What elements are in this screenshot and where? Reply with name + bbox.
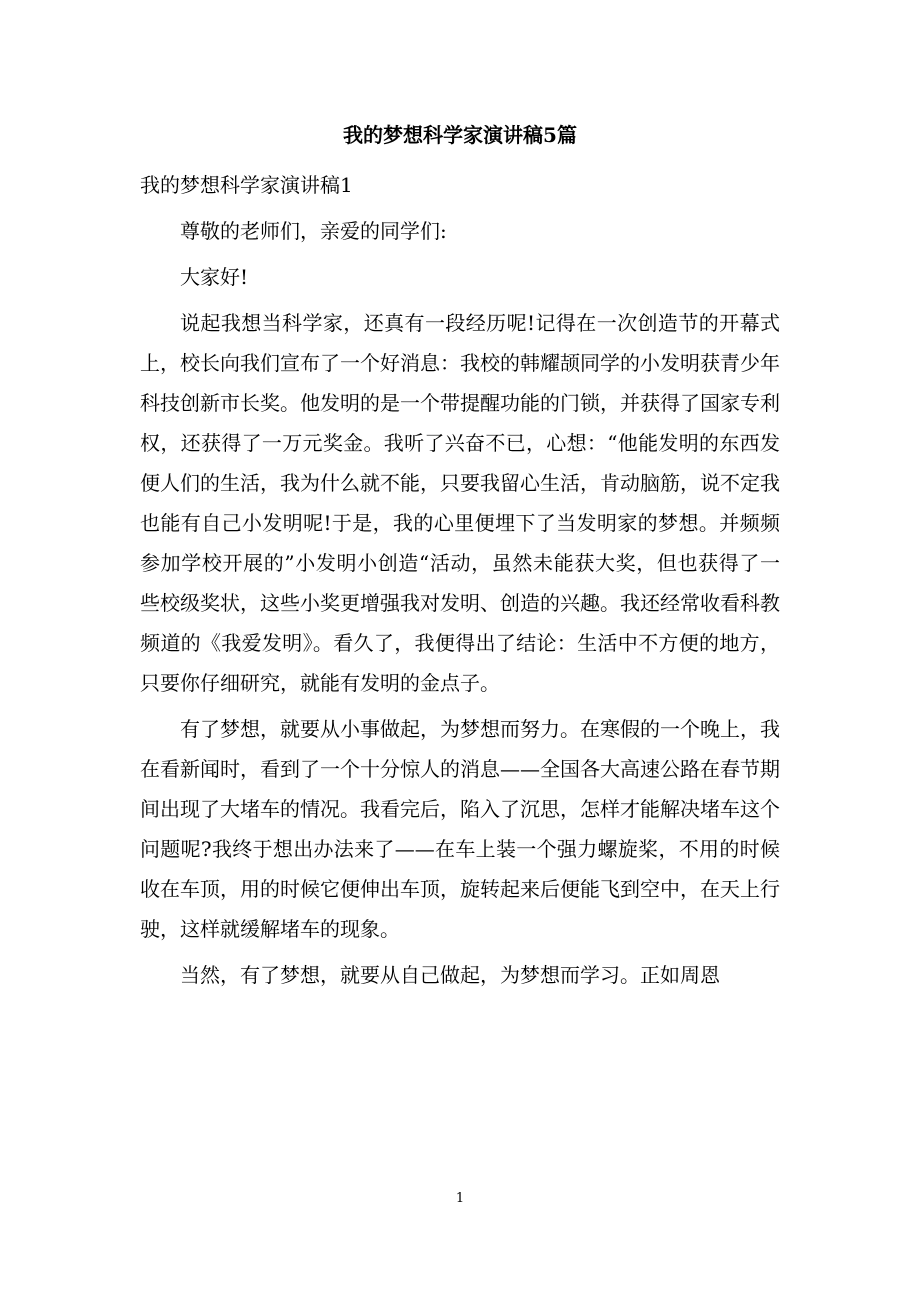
document-body (140, 211, 780, 995)
salutation-paragraph: 尊敬的老师们，亲爱的同学们: (180, 219, 447, 243)
page-number: 1 (455, 1191, 465, 1206)
section-heading: 我的梦想科学家演讲稿1 (140, 173, 353, 197)
body-paragraph: 有了梦想，就要从小事做起，为梦想而努力。在寒假的一个晚上，我在看新闻时，看到了一个十分惊人的消息——全国各大高速公路在春节期间出现了大堵车的情况。我看完后，陷入了沉思，怎样才能解决堵车这个问题呢?我终于想出办法来了——在车上装一个强力螺旋桨，不用的时候收在车顶，用的时候它便伸出车顶，旋转起来后便能飞到空中，在天上行驶，这样就缓解堵车的现象。 (140, 717, 780, 941)
body-paragraph: 说起我想当科学家，还真有一段经历呢!记得在一次创造节的开幕式上，校长向我们宣布了一个好消息：我校的韩耀颉同学的小发明获青少年科技创新市长奖。他发明的是一个带提醒功能的门锁，并获得了国家专利权，还获得了一万元奖金。我听了兴奋不已，心想：“他能发明的东西发便人们的生活，我为什么就不能，只要我留心生活，肯动脑筋，说不定我也能有自己小发明呢!于是，我的心里便埋下了当发明家的梦想。并频频参加学校开展的”小发明小创造“活动，虽然未能获大奖，但也获得了一些校级奖状，这些小奖更增强我对发明、创造的兴趣。我还经常收看科教频道的《我爱发明》。看久了，我便得出了结论：生活中不方便的地方，只要你仔细研究，就能有发明的金点子。 (140, 311, 780, 695)
greeting-paragraph: 大家好! (180, 265, 249, 289)
document-title: 我的梦想科学家演讲稿5篇 (343, 123, 577, 147)
body-paragraph: 当然，有了梦想，就要从自己做起，为梦想而学习。正如周恩 (180, 963, 720, 987)
